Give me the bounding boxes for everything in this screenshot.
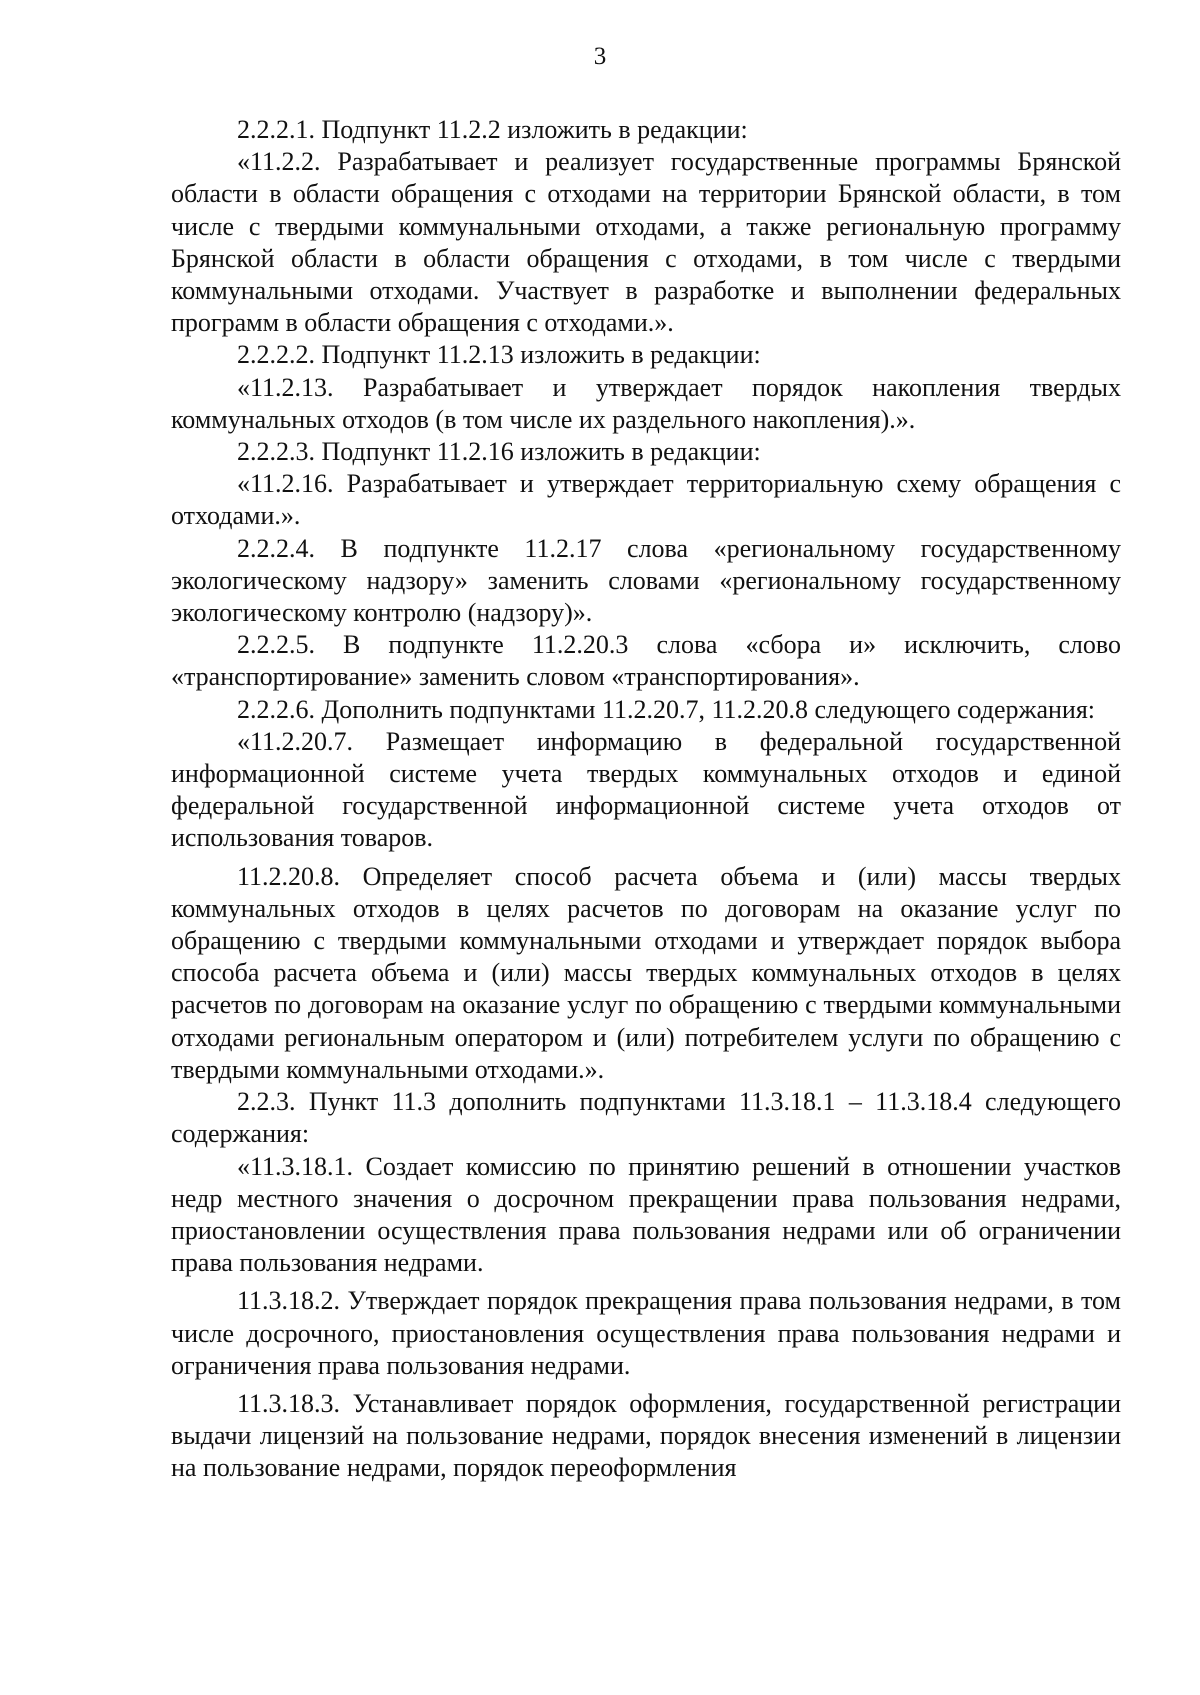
paragraph-2-2-2-5: 2.2.2.5. В подпункте 11.2.20.3 слова «сбора и» исключить, слово «транспортирование» заменить словом «транспортирования». [171, 630, 1121, 692]
paragraph-11-3-18-2: 11.3.18.2. Утверждает порядок прекращения права пользования недрами, в том числе досрочного, приостановления осуществления права пользования недрами и ограничения права пользования недрами. [171, 1286, 1121, 1380]
paragraph-11-2-16: «11.2.16. Разрабатывает и утверждает территориальную схему обращения с отходами.». [171, 469, 1121, 531]
paragraph-11-3-18-3: 11.3.18.3. Устанавливает порядок оформления, государственной регистрации выдачи лицензий на пользование недрами, порядок внесения изменений в лицензии на пользование недрами, порядок переоформления [171, 1388, 1121, 1483]
paragraph-2-2-2-4: 2.2.2.4. В подпункте 11.2.17 слова «региональному государственному экологическому надзору» заменить словами «региональному государственному экологическому контролю (надзору)». [171, 533, 1121, 628]
page-number: 3 [593, 43, 607, 70]
paragraph-2-2-2-1: 2.2.2.1. Подпункт 11.2.2 изложить в редакции: [237, 115, 748, 144]
paragraph-11-2-20-8: 11.2.20.8. Определяет способ расчета объема и (или) массы твердых коммунальных отходов в целях расчетов по договорам на оказание услуг по обращению с твердыми коммунальными отходами и утверждает порядок выбора способа расчета объема и (или) массы твердых коммунальных отходов в целях расчетов по договорам на оказание услуг по обращению с твердыми коммунальными отходами региональным оператором и (или) потребителем услуги по обращению с твердыми коммунальными отходами.». [171, 861, 1121, 1084]
paragraph-2-2-2-3: 2.2.2.3. Подпункт 11.2.16 изложить в редакции: [237, 437, 761, 467]
paragraph-2-2-2-6: 2.2.2.6. Дополнить подпунктами 11.2.20.7, 11.2.20.8 следующего содержания: [237, 694, 1096, 724]
paragraph-11-2-2: «11.2.2. Разрабатывает и реализует государственные программы Брянской области в области обращения с отходами на территории Брянской области, в том числе с твердыми коммунальными отходами, а также региональную программу Брянской области в области обращения с отходами, в том числе с твердыми коммунальными отходами. Участвует в разработке и выполнении федеральных программ в области обращения с отходами.». [171, 147, 1121, 338]
paragraph-11-2-13: «11.2.13. Разрабатывает и утверждает порядок накопления твердых коммунальных отходов (в том числе их раздельного накопления).». [171, 372, 1121, 434]
paragraph-2-2-3: 2.2.3. Пункт 11.3 дополнить подпунктами 11.3.18.1 – 11.3.18.4 следующего содержания: [171, 1087, 1121, 1149]
document-body [171, 114, 1121, 1485]
paragraph-2-2-2-2: 2.2.2.2. Подпункт 11.2.13 изложить в редакции: [237, 340, 761, 370]
paragraph-11-3-18-1: «11.3.18.1. Создает комиссию по принятию решений в отношении участков недр местного значения о досрочном прекращении права пользования недрами, приостановлении осуществления права пользования недрами или об ограничении права пользования недрами. [171, 1151, 1121, 1278]
paragraph-11-2-20-7: «11.2.20.7. Размещает информацию в федеральной государственной информационной системе учета твердых коммунальных отходов и единой федеральной государственной информационной системе учета отходов от использования товаров. [171, 726, 1121, 853]
